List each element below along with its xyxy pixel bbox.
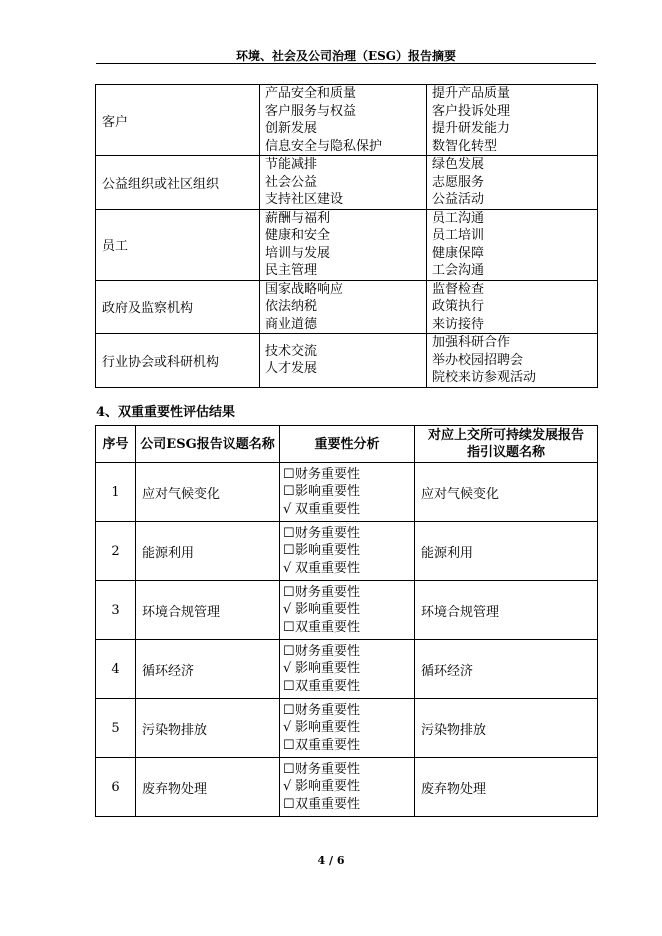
materiality-row xyxy=(96,758,598,817)
stakeholder-responses xyxy=(427,334,598,388)
checkbox-icon: ☐ xyxy=(283,484,295,500)
stakeholder-table xyxy=(95,84,598,388)
stakeholder-group: 员工 xyxy=(96,209,260,280)
materiality-option-label: 财务重要性 xyxy=(295,584,361,600)
checkbox-icon: ☐ xyxy=(283,678,295,694)
materiality-option xyxy=(283,643,414,661)
col-header-guide-line1: 对应上交所可持续发展报告 xyxy=(427,428,584,443)
materiality-option xyxy=(283,542,414,560)
check-mark-icon: √ xyxy=(283,560,292,576)
response-item: 志愿服务 xyxy=(432,174,485,190)
materiality-option-label: 财务重要性 xyxy=(295,643,361,659)
stakeholder-row xyxy=(96,334,598,388)
checkbox-icon: ☐ xyxy=(283,737,295,753)
topic-name: 废弃物处理 xyxy=(136,758,280,817)
checkbox-icon: ☐ xyxy=(283,466,295,482)
guide-topic-name: 废弃物处理 xyxy=(415,758,598,817)
stakeholder-row xyxy=(96,85,598,156)
response-item: 提升产品质量 xyxy=(432,86,511,101)
row-number: 5 xyxy=(96,699,136,758)
stakeholder-expectations xyxy=(260,209,427,280)
expectation-item: 国家战略响应 xyxy=(265,281,344,297)
col-header-no: 序号 xyxy=(96,426,136,463)
materiality-analysis xyxy=(280,758,415,817)
checkbox-icon: ☐ xyxy=(283,525,295,541)
topic-name: 循环经济 xyxy=(136,640,280,699)
row-number: 1 xyxy=(96,463,136,522)
materiality-option xyxy=(283,601,414,619)
materiality-option-label: 影响重要性 xyxy=(295,543,361,559)
stakeholder-row xyxy=(96,209,598,280)
row-number: 6 xyxy=(96,758,136,817)
response-item: 公益活动 xyxy=(432,192,485,207)
materiality-row xyxy=(96,463,598,522)
topic-name: 环境合规管理 xyxy=(136,581,280,640)
response-item: 工会沟通 xyxy=(432,263,485,278)
materiality-option-label: 影响重要性 xyxy=(295,720,361,736)
response-item: 院校来访参观活动 xyxy=(432,370,537,385)
expectation-item: 薪酬与福利 xyxy=(265,210,331,226)
materiality-option-label: 影响重要性 xyxy=(295,602,361,618)
materiality-option xyxy=(283,660,414,678)
materiality-option-label: 影响重要性 xyxy=(295,779,361,795)
materiality-option xyxy=(283,702,414,720)
materiality-row xyxy=(96,640,598,699)
materiality-option-label: 双重重要性 xyxy=(295,796,361,812)
page-number: 4 / 6 xyxy=(317,854,345,867)
materiality-option xyxy=(283,796,414,814)
stakeholder-responses xyxy=(427,209,598,280)
expectation-item: 产品安全和质量 xyxy=(265,86,357,101)
materiality-option xyxy=(283,619,414,637)
response-item: 来访接待 xyxy=(432,316,485,332)
materiality-option xyxy=(283,778,414,796)
materiality-analysis xyxy=(280,581,415,640)
topic-name: 应对气候变化 xyxy=(136,463,280,522)
materiality-option-label: 双重重要性 xyxy=(295,737,361,753)
expectation-item: 民主管理 xyxy=(265,263,318,278)
response-item: 提升研发能力 xyxy=(432,121,511,136)
checkbox-icon: ☐ xyxy=(283,584,295,600)
response-item: 客户投诉处理 xyxy=(432,103,511,119)
materiality-option xyxy=(283,501,414,519)
section-heading: 4、双重重要性评估结果 xyxy=(96,405,236,420)
row-number: 4 xyxy=(96,640,136,699)
stakeholder-row xyxy=(96,156,598,210)
check-mark-icon: √ xyxy=(283,602,292,618)
expectation-item: 信息安全与隐私保护 xyxy=(265,138,383,154)
check-mark-icon: √ xyxy=(283,661,292,677)
guide-topic-name: 能源利用 xyxy=(415,522,598,581)
checkbox-icon: ☐ xyxy=(283,761,295,777)
expectation-item: 社会公益 xyxy=(265,174,318,190)
checkbox-icon: ☐ xyxy=(283,796,295,812)
col-header-guide xyxy=(415,426,598,463)
expectation-item: 创新发展 xyxy=(265,121,318,136)
checkbox-icon: ☐ xyxy=(283,643,295,659)
response-item: 加强科研合作 xyxy=(432,335,511,350)
stakeholder-responses xyxy=(427,280,598,334)
header-rule xyxy=(96,63,596,64)
guide-topic-name: 循环经济 xyxy=(415,640,598,699)
stakeholder-group: 公益组织或社区组织 xyxy=(96,156,260,210)
materiality-option-label: 双重重要性 xyxy=(295,678,361,694)
checkbox-icon: ☐ xyxy=(283,619,295,635)
stakeholder-expectations xyxy=(260,280,427,334)
expectation-item: 依法纳税 xyxy=(265,299,318,314)
materiality-option-label: 双重重要性 xyxy=(295,619,361,635)
expectation-item: 商业道德 xyxy=(265,316,318,332)
materiality-option-label: 财务重要性 xyxy=(295,466,361,482)
materiality-option xyxy=(283,761,414,779)
materiality-table xyxy=(95,425,598,817)
row-number: 3 xyxy=(96,581,136,640)
materiality-option-label: 双重重要性 xyxy=(295,501,361,517)
stakeholder-responses xyxy=(427,85,598,156)
response-item: 员工沟通 xyxy=(432,210,485,226)
stakeholder-group: 客户 xyxy=(96,85,260,156)
response-item: 监督检查 xyxy=(432,281,485,297)
response-item: 员工培训 xyxy=(432,228,485,243)
checkbox-icon: ☐ xyxy=(283,543,295,559)
response-item: 绿色发展 xyxy=(432,157,485,172)
expectation-item: 客户服务与权益 xyxy=(265,103,357,119)
topic-name: 污染物排放 xyxy=(136,699,280,758)
materiality-option-label: 影响重要性 xyxy=(295,661,361,677)
row-number: 2 xyxy=(96,522,136,581)
stakeholder-group: 行业协会或科研机构 xyxy=(96,334,260,388)
guide-topic-name: 污染物排放 xyxy=(415,699,598,758)
materiality-option xyxy=(283,719,414,737)
response-item: 健康保障 xyxy=(432,245,485,261)
materiality-row xyxy=(96,522,598,581)
materiality-option xyxy=(283,483,414,501)
materiality-option-label: 财务重要性 xyxy=(295,702,361,718)
topic-name: 能源利用 xyxy=(136,522,280,581)
col-header-analysis: 重要性分析 xyxy=(280,426,415,463)
guide-topic-name: 应对气候变化 xyxy=(415,463,598,522)
stakeholder-row xyxy=(96,280,598,334)
stakeholder-responses xyxy=(427,156,598,210)
stakeholder-group: 政府及监察机构 xyxy=(96,280,260,334)
stakeholder-expectations xyxy=(260,334,427,388)
materiality-analysis xyxy=(280,463,415,522)
materiality-option xyxy=(283,584,414,602)
materiality-option-label: 影响重要性 xyxy=(295,484,361,500)
response-item: 政策执行 xyxy=(432,299,485,314)
materiality-header-row xyxy=(96,426,598,463)
materiality-option xyxy=(283,466,414,484)
check-mark-icon: √ xyxy=(283,501,292,517)
response-item: 数智化转型 xyxy=(432,138,498,154)
response-item: 举办校园招聘会 xyxy=(432,352,524,368)
expectation-item: 人才发展 xyxy=(265,361,318,377)
materiality-option xyxy=(283,525,414,543)
stakeholder-expectations xyxy=(260,85,427,156)
expectation-item: 支持社区建设 xyxy=(265,192,344,207)
stakeholder-expectations xyxy=(260,156,427,210)
checkbox-icon: ☐ xyxy=(283,702,295,718)
materiality-analysis xyxy=(280,699,415,758)
check-mark-icon: √ xyxy=(283,720,292,736)
materiality-analysis xyxy=(280,522,415,581)
materiality-row xyxy=(96,581,598,640)
expectation-item: 培训与发展 xyxy=(265,245,331,261)
document-header-title: 环境、社会及公司治理（ESG）报告摘要 xyxy=(235,49,457,63)
expectation-item: 健康和安全 xyxy=(265,228,331,243)
materiality-row xyxy=(96,699,598,758)
materiality-analysis xyxy=(280,640,415,699)
materiality-option xyxy=(283,678,414,696)
col-header-topic: 公司ESG报告议题名称 xyxy=(136,426,280,463)
check-mark-icon: √ xyxy=(283,779,292,795)
expectation-item: 技术交流 xyxy=(265,343,318,359)
materiality-option-label: 财务重要性 xyxy=(295,761,361,777)
col-header-guide-line2: 指引议题名称 xyxy=(466,445,545,460)
materiality-option-label: 双重重要性 xyxy=(295,560,361,576)
materiality-option xyxy=(283,737,414,755)
expectation-item: 节能减排 xyxy=(265,157,318,172)
materiality-option-label: 财务重要性 xyxy=(295,525,361,541)
materiality-option xyxy=(283,560,414,578)
guide-topic-name: 环境合规管理 xyxy=(415,581,598,640)
